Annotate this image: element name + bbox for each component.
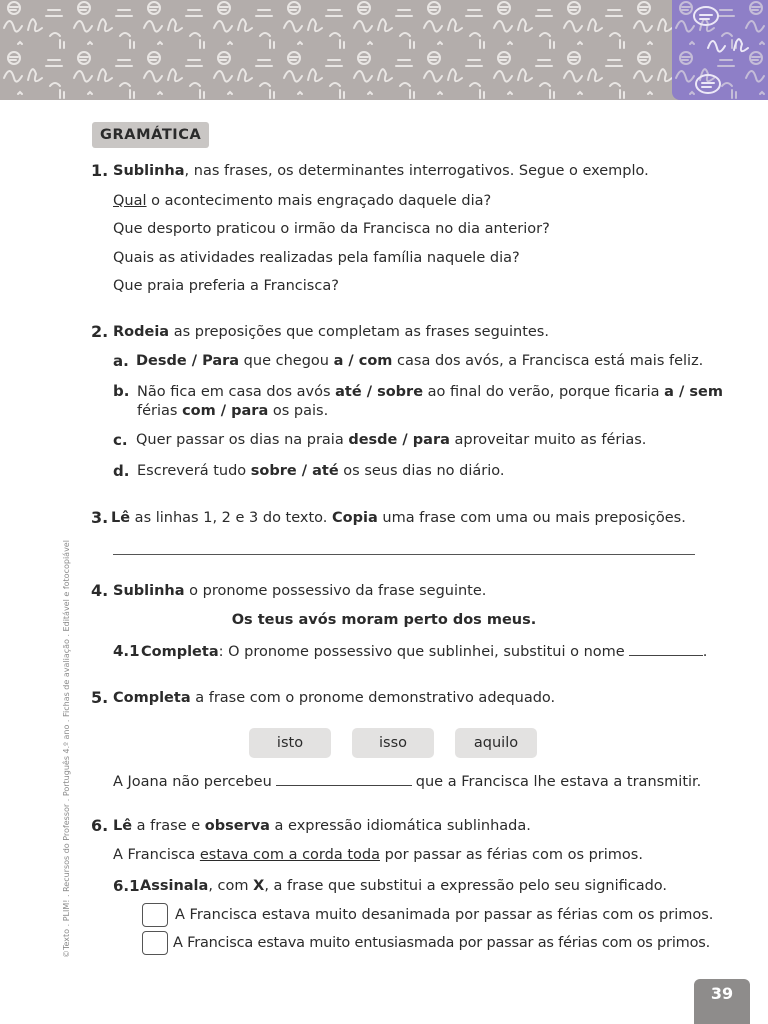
mark-symbol: X <box>253 878 265 894</box>
instruction-verb: Lê <box>113 818 133 834</box>
exercise-2b-label: b. <box>113 382 130 400</box>
instruction-text: uma frase com uma ou mais preposições. <box>377 510 686 526</box>
word-option-aquilo[interactable]: aquilo <box>455 728 537 758</box>
exercise-2a-sentence[interactable] <box>136 352 703 370</box>
exercise-2c-sentence[interactable] <box>136 431 646 449</box>
instruction-text: as preposições que completam as frases seguintes. <box>169 324 549 340</box>
page-number: 39 <box>694 979 750 1024</box>
exercise-6-1-instruction <box>140 877 667 895</box>
preposition-options[interactable]: Desde / Para <box>136 353 240 369</box>
exercise-5-number: 5. <box>91 688 109 707</box>
exercise-6-number: 6. <box>91 816 109 835</box>
handwriting-pattern <box>0 0 768 100</box>
instruction-verb: Lê <box>111 510 131 526</box>
sentence-text: A Francisca <box>113 847 200 863</box>
sentence-text: Escreverá tudo <box>137 463 251 479</box>
preposition-options[interactable]: sobre / até <box>250 463 339 479</box>
instruction-text: a frase e <box>132 818 205 834</box>
instruction-verb: Copia <box>332 510 378 526</box>
exercise-1-sentence[interactable]: Quais as atividades realizadas pela família naquele dia? <box>113 250 520 266</box>
exercise-6-1-number: 6.1 <box>113 877 140 895</box>
exercise-4-instruction <box>113 582 486 600</box>
choice-text-2: A Francisca estava muito entusiasmada por passar as férias com os primos. <box>173 935 711 951</box>
exercise-2d-label: d. <box>113 462 130 480</box>
choice-checkbox-2[interactable] <box>142 931 168 955</box>
instruction-verb: Sublinha <box>113 583 185 599</box>
preposition-options[interactable]: a / com <box>333 353 393 369</box>
instruction-verb: Sublinha <box>113 163 185 179</box>
banner-accent-tab <box>672 0 768 100</box>
copyright-credit: ©Texto . PLIM! . Recursos do Professor . Português 4.º ano . Fichas de avaliação . Editável e fotocopiável <box>62 540 71 958</box>
exercise-4-1-number: 4.1 <box>113 642 140 660</box>
exercise-4-number: 4. <box>91 581 109 600</box>
sentence-text: férias <box>137 403 183 419</box>
exercise-1-example <box>113 192 491 210</box>
preposition-options[interactable]: a / sem <box>664 384 723 400</box>
sentence-text: Quer passar os dias na praia <box>136 432 349 448</box>
instruction-text: a frase com o pronome demonstrativo adequado. <box>190 690 556 706</box>
example-text: o acontecimento mais engraçado daquele dia? <box>146 193 492 209</box>
exercise-2-number: 2. <box>91 322 109 341</box>
instruction-text: as linhas 1, 2 e 3 do texto. <box>130 510 333 526</box>
section-tag-gramatica: GRAMÁTICA <box>92 122 209 148</box>
instruction-verb: Completa <box>113 690 191 706</box>
sentence-text: que chegou <box>239 353 334 369</box>
instruction-text: : O pronome possessivo que sublinhei, substitui o nome <box>218 644 625 660</box>
exercise-6-instruction <box>113 817 531 835</box>
exercise-4-1-instruction <box>141 642 707 661</box>
instruction-text: , a frase que substitui a expressão pelo seu significado. <box>264 878 668 894</box>
sentence-text: Não fica em casa dos avós <box>137 384 336 400</box>
sentence-text: que a Francisca lhe estava a transmitir. <box>415 774 702 790</box>
exercise-4-sentence[interactable]: Os teus avós moram perto dos meus. <box>231 612 537 628</box>
sentence-text: aproveitar muito as férias. <box>449 432 647 448</box>
choice-checkbox-1[interactable] <box>142 903 168 927</box>
idiom-underlined: estava com a corda toda <box>199 847 380 863</box>
instruction-text: o pronome possessivo da frase seguinte. <box>184 583 487 599</box>
exercise-2-instruction <box>113 323 549 341</box>
exercise-1-number: 1. <box>91 161 109 180</box>
exercise-1-instruction <box>113 162 649 180</box>
exercise-3-number: 3. <box>91 508 109 527</box>
instruction-text: , com <box>208 878 254 894</box>
sentence-text: casa dos avós, a Francisca está mais feliz. <box>392 353 704 369</box>
exercise-3-instruction <box>111 509 686 527</box>
instruction-verb: Completa <box>141 644 219 660</box>
exercise-5-instruction <box>113 689 555 707</box>
instruction-text: , nas frases, os determinantes interrogativos. Segue o exemplo. <box>184 163 649 179</box>
sentence-text: os seus dias no diário. <box>338 463 505 479</box>
header-banner <box>0 0 768 100</box>
sentence-text: ao final do verão, porque ficaria <box>423 384 665 400</box>
fill-in-blank[interactable] <box>276 772 412 786</box>
exercise-6-sentence <box>113 846 643 864</box>
exercise-5-sentence <box>113 772 701 791</box>
instruction-verb: Assinala <box>140 878 209 894</box>
exercise-2d-sentence[interactable] <box>137 462 504 480</box>
preposition-options[interactable]: com / para <box>182 403 269 419</box>
choice-text-1: A Francisca estava muito desanimada por passar as férias com os primos. <box>175 907 714 923</box>
instruction-verb: observa <box>204 818 270 834</box>
preposition-options[interactable]: desde / para <box>348 432 450 448</box>
sentence-text: os pais. <box>268 403 329 419</box>
exercise-2a-label: a. <box>113 352 129 370</box>
exercise-2b-sentence-line-2[interactable] <box>137 402 328 420</box>
instruction-text: a expressão idiomática sublinhada. <box>269 818 531 834</box>
exercise-1-sentence[interactable]: Que desporto praticou o irmão da Francisca no dia anterior? <box>113 221 550 237</box>
exercise-2b-sentence-line-1[interactable] <box>137 383 723 401</box>
speech-bubble-icon <box>672 0 768 100</box>
sentence-text: A Joana não percebeu <box>113 774 272 790</box>
instruction-verb: Rodeia <box>113 324 170 340</box>
word-option-isso[interactable]: isso <box>352 728 434 758</box>
exercise-1-sentence[interactable]: Que praia preferia a Francisca? <box>113 278 339 294</box>
exercise-2c-label: c. <box>113 431 128 449</box>
fill-in-blank[interactable] <box>629 642 703 656</box>
word-option-isto[interactable]: isto <box>249 728 331 758</box>
exercise-3-answer-line[interactable] <box>113 554 695 555</box>
sentence-text: por passar as férias com os primos. <box>379 847 643 863</box>
punctuation: . <box>702 644 708 660</box>
example-underlined-word: Qual <box>113 193 147 209</box>
preposition-options[interactable]: até / sobre <box>335 384 424 400</box>
